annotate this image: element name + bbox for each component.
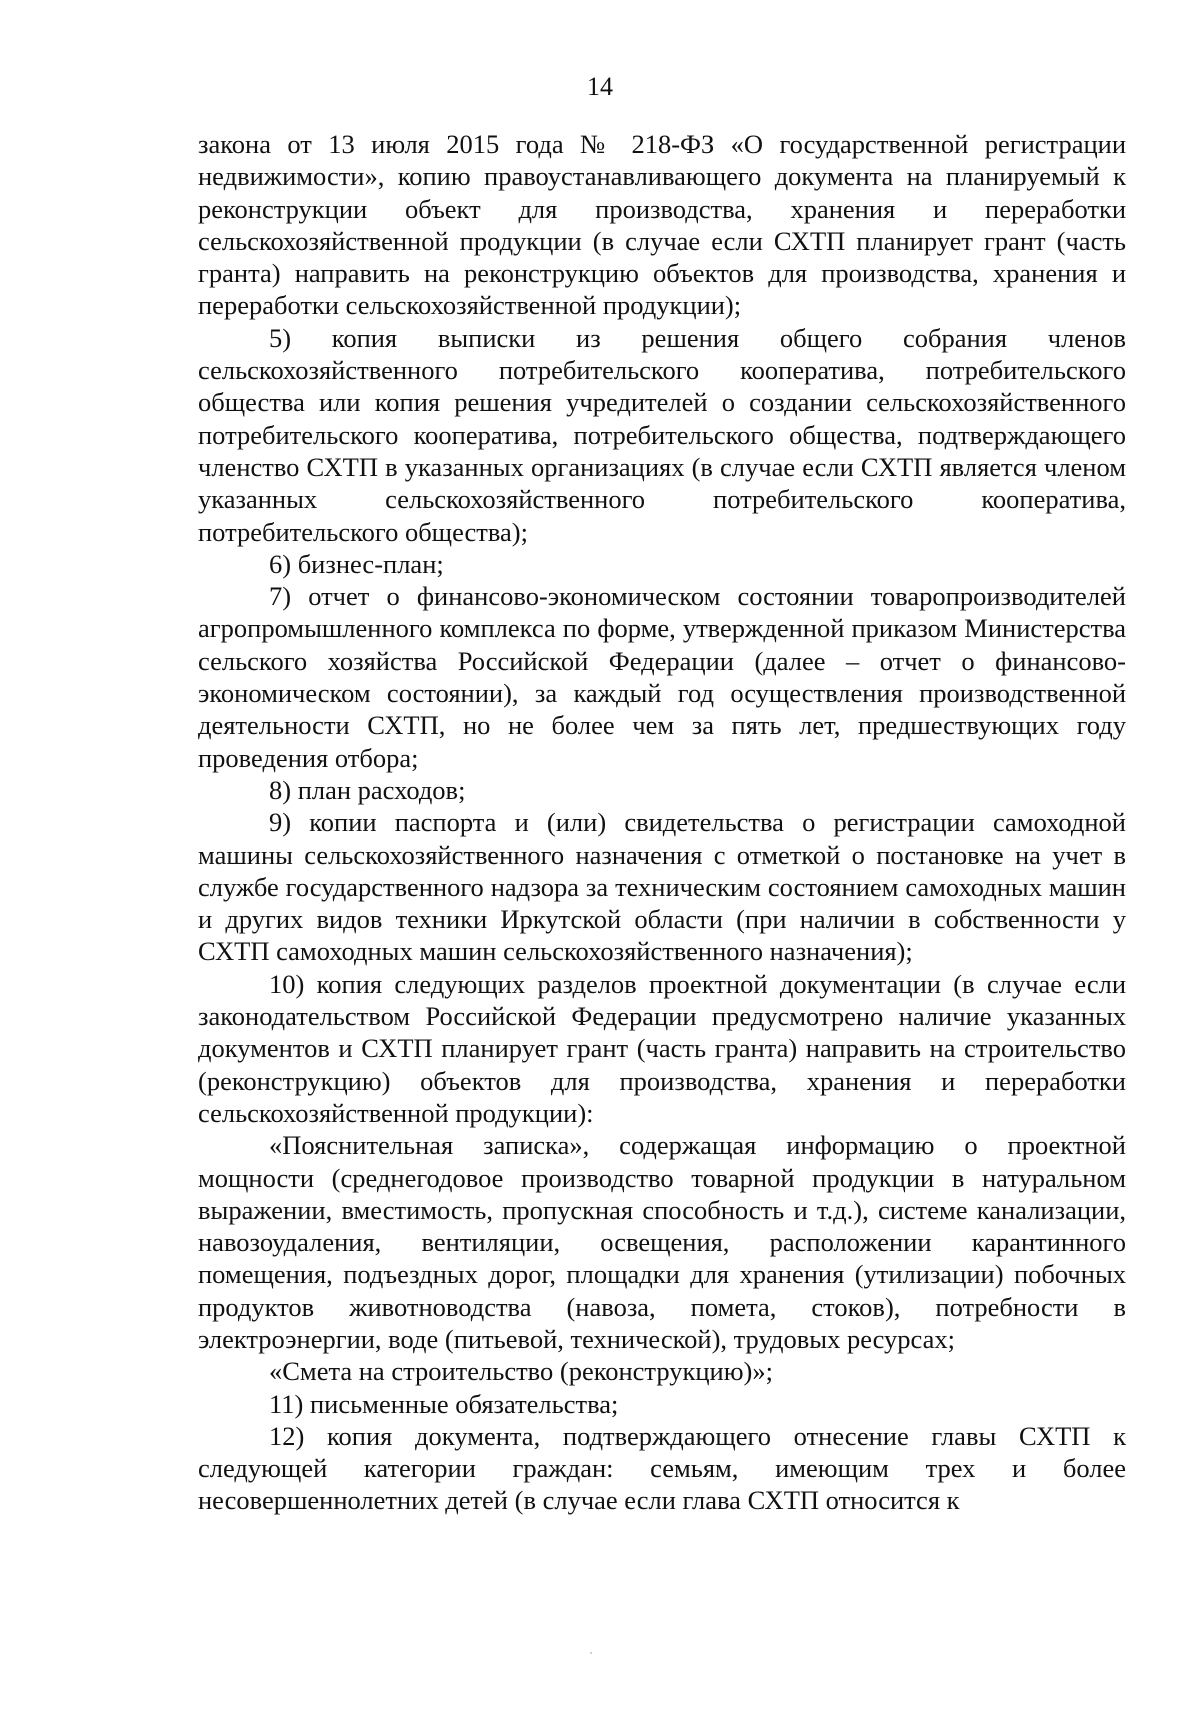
paragraph-item-8: 8) план расходов; — [269, 774, 466, 805]
paragraph-item-10: 10) копия следующих разделов проектной документации (в случае если законодательством Российской Федерации предусмотрено наличие указанных документов и СХТП планирует грант (часть гранта) направить на строительство (реконструкцию) объектов для производства, хранения и переработки сельскохозяйственной продукции): — [198, 968, 1126, 1128]
paragraph-item-6: 6) бизнес-план; — [269, 548, 444, 579]
scan-speck — [590, 1652, 592, 1654]
body-text — [198, 128, 1126, 1517]
paragraph-item-12: 12) копия документа, подтверждающего отнесение главы СХТП к следующей категории граждан: семьям, имеющим трех и более несовершеннолетних детей (в случае если глава СХТП относится к — [198, 1420, 1126, 1516]
paragraph-explanatory-note: «Пояснительная записка», содержащая информацию о проектной мощности (среднегодовое производство товарной продукции в натуральном выражении, вместимость, пропускная способность и т.д.), системе канализации, навозоудаления, вентиляции, освещения, расположении карантинного помещения, подъездных дорог, площадки для хранения (утилизации) побочных продуктов животноводства (навоза, помета, стоков), потребности в электроэнергии, воде (питьевой, технической), трудовых ресурсах; — [198, 1130, 1126, 1354]
paragraph-estimate: «Смета на строительство (реконструкцию)»; — [269, 1356, 773, 1387]
paragraph-item-5: 5) копия выписки из решения общего собрания членов сельскохозяйственного потребительского кооператива, потребительского общества или копия решения учредителей о создании сельскохозяйственного потребительского кооператива, потребительского общества, подтверждающего членство СХТП в указанных организациях (в случае если СХТП является членом указанных сельскохозяйственного потребительского кооператива, потребительского общества); — [198, 322, 1126, 547]
paragraph-item-11: 11) письменные обязательства; — [269, 1388, 619, 1419]
paragraph-law-reference: закона от 13 июля 2015 года № 218-ФЗ «О государственной регистрации недвижимости», копию правоустанавливающего документа на планируемый к реконструкции объект для производства, хранения и переработки сельскохозяйственной продукции (в случае если СХТП планирует грант (часть гранта) направить на реконструкцию объектов для производства, хранения и переработки сельскохозяйственной продукции); — [198, 129, 1126, 321]
paragraph-item-7: 7) отчет о финансово-экономическом состоянии товаропроизводителей агропромышленного комплекса по форме, утвержденной приказом Министерства сельского хозяйства Российской Федерации (далее – отчет о финансово-экономическом состоянии), за каждый год осуществления производственной деятельности СХТП, но не более чем за пять лет, предшествующих году проведения отбора; — [198, 581, 1126, 773]
page-number: 14 — [587, 72, 613, 101]
paragraph-item-9: 9) копии паспорта и (или) свидетельства о регистрации самоходной машины сельскохозяйственного назначения с отметкой о постановке на учет в службе государственного надзора за техническим состоянием самоходных машин и других видов техники Иркутской области (при наличии в собственности у СХТП самоходных машин сельскохозяйственного назначения); — [198, 807, 1126, 967]
